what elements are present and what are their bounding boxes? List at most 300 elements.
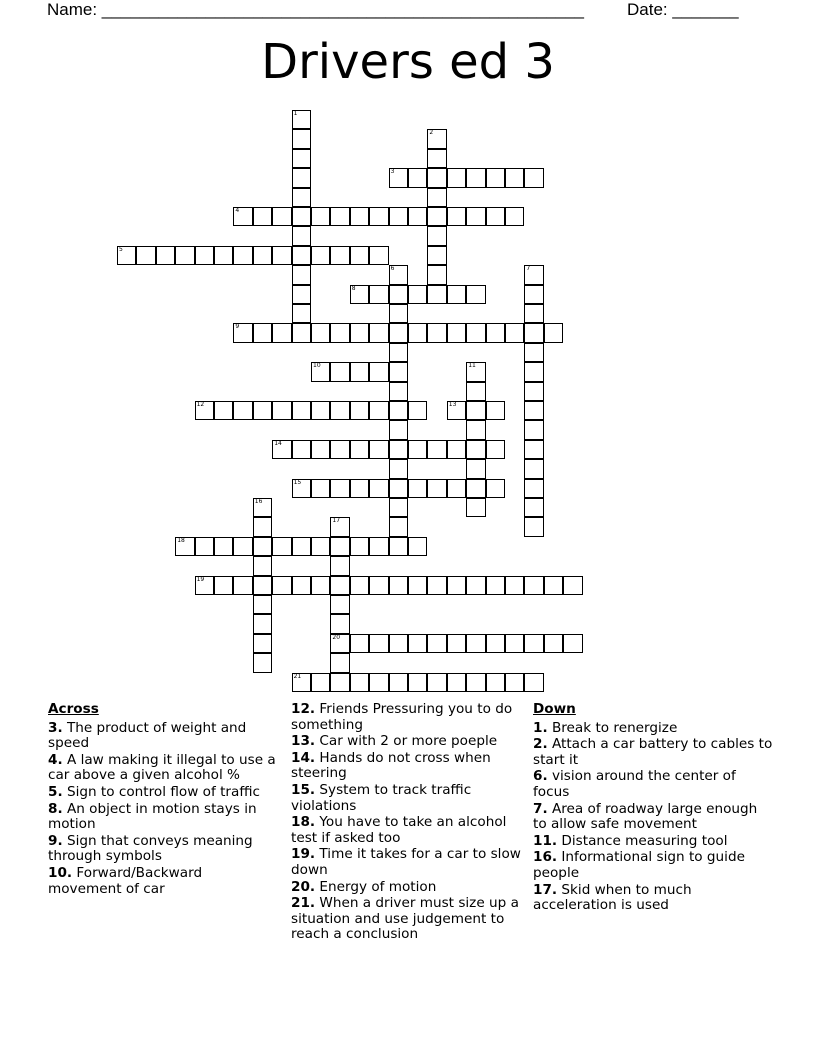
across-clue-13 xyxy=(291,734,521,750)
clue-number-label: 14. xyxy=(291,749,316,766)
grid-cell[interactable] xyxy=(389,537,408,556)
grid-cell[interactable] xyxy=(389,634,408,653)
down-clue-11 xyxy=(533,834,773,850)
grid-cell[interactable] xyxy=(524,576,543,595)
grid-cell[interactable] xyxy=(369,362,388,381)
across-clue-20 xyxy=(291,880,521,896)
across-clue-9 xyxy=(48,834,278,865)
clue-number: 5 xyxy=(119,245,123,253)
grid-cell[interactable] xyxy=(350,440,369,459)
clue-number: 12 xyxy=(196,401,205,408)
grid-cell[interactable] xyxy=(311,323,330,342)
grid-cell[interactable] xyxy=(330,207,349,226)
down-clue-1 xyxy=(533,721,773,737)
grid-cell[interactable] xyxy=(505,207,524,226)
grid-cell[interactable] xyxy=(330,517,349,536)
grid-cell[interactable] xyxy=(524,479,543,498)
clue-number: 19 xyxy=(196,575,205,583)
clue-number: 14 xyxy=(274,439,282,447)
down-heading: Down xyxy=(533,701,576,717)
grid-cell[interactable] xyxy=(389,459,408,478)
grid-cell[interactable] xyxy=(369,479,388,498)
clue-number-label: 1. xyxy=(533,719,548,736)
clue-number-label: 20. xyxy=(291,878,316,895)
grid-cell[interactable] xyxy=(214,246,233,265)
grid-cell[interactable] xyxy=(350,246,369,265)
clue-number: 1 xyxy=(293,110,298,117)
grid-cell[interactable] xyxy=(466,401,485,420)
grid-cell[interactable] xyxy=(214,537,233,556)
clue-text: Area of roadway large enough to allow safe movement xyxy=(533,800,758,833)
grid-cell[interactable] xyxy=(156,246,175,265)
clue-text: Distance measuring tool xyxy=(557,832,728,849)
grid-cell[interactable] xyxy=(524,285,543,304)
grid-cell[interactable] xyxy=(330,440,349,459)
clue-number-label: 4. xyxy=(48,751,63,768)
clue-text: When a driver must size up a situation and use judgement to reach a conclusion xyxy=(291,895,519,943)
clue-number-label: 9. xyxy=(48,832,63,849)
grid-cell[interactable] xyxy=(369,440,388,459)
grid-cell[interactable] xyxy=(311,576,330,595)
grid-cell[interactable] xyxy=(524,304,543,323)
clue-number: 15 xyxy=(293,478,302,486)
grid-cell[interactable] xyxy=(447,576,466,595)
grid-cell[interactable] xyxy=(195,401,214,420)
grid-cell[interactable] xyxy=(524,401,543,420)
grid-cell[interactable] xyxy=(466,362,485,381)
grid-cell[interactable] xyxy=(350,634,369,653)
grid-cell[interactable] xyxy=(427,323,446,342)
clue-number: 8 xyxy=(351,284,356,292)
grid-cell[interactable] xyxy=(253,653,272,672)
grid-cell[interactable] xyxy=(350,479,369,498)
grid-cell[interactable] xyxy=(447,479,466,498)
grid-cell[interactable] xyxy=(253,498,272,517)
grid-cell[interactable] xyxy=(330,537,349,556)
grid-cell[interactable] xyxy=(350,362,369,381)
clue-number-label: 19. xyxy=(291,846,316,863)
grid-cell[interactable] xyxy=(311,673,330,692)
grid-cell[interactable] xyxy=(253,556,272,575)
grid-cell[interactable] xyxy=(175,537,194,556)
grid-cell[interactable] xyxy=(311,246,330,265)
grid-cell[interactable] xyxy=(311,537,330,556)
grid-cell[interactable] xyxy=(253,614,272,633)
clue-number: 13 xyxy=(448,401,457,408)
grid-cell[interactable] xyxy=(369,246,388,265)
grid-cell[interactable] xyxy=(117,246,136,265)
grid-cell[interactable] xyxy=(292,285,311,304)
grid-cell[interactable] xyxy=(195,537,214,556)
grid-cell[interactable] xyxy=(427,673,446,692)
grid-cell[interactable] xyxy=(524,420,543,439)
clue-number-label: 5. xyxy=(48,783,63,800)
grid-cell[interactable] xyxy=(427,576,446,595)
down-clue-17 xyxy=(533,883,773,914)
grid-cell[interactable] xyxy=(447,634,466,653)
clue-text: Car with 2 or more poeple xyxy=(315,733,498,750)
grid-cell[interactable] xyxy=(330,479,349,498)
grid-cell[interactable] xyxy=(544,576,563,595)
grid-cell[interactable] xyxy=(486,673,505,692)
clue-number: 2 xyxy=(429,129,434,137)
clue-number: 11 xyxy=(468,362,476,370)
grid-cell[interactable] xyxy=(544,323,563,342)
clue-number-label: 15. xyxy=(291,781,316,798)
grid-cell[interactable] xyxy=(447,323,466,342)
grid-cell[interactable] xyxy=(350,207,369,226)
down-clue-7 xyxy=(533,802,773,833)
across-clue-15 xyxy=(291,783,521,814)
grid-cell[interactable] xyxy=(544,634,563,653)
grid-cell[interactable] xyxy=(214,576,233,595)
grid-cell[interactable] xyxy=(524,265,543,284)
date-field[interactable]: Date: _______ xyxy=(627,0,739,19)
grid-cell[interactable] xyxy=(253,595,272,614)
grid-cell[interactable] xyxy=(389,673,408,692)
grid-cell[interactable] xyxy=(330,401,349,420)
grid-cell[interactable] xyxy=(253,576,272,595)
clue-number: 4 xyxy=(235,207,240,214)
grid-cell[interactable] xyxy=(466,207,485,226)
grid-cell[interactable] xyxy=(272,440,291,459)
name-field[interactable]: Name: ___________________________________________________ xyxy=(47,0,584,19)
across-clue-4 xyxy=(48,753,278,784)
grid-cell[interactable] xyxy=(389,401,408,420)
across-clue-5 xyxy=(48,785,278,801)
across-clue-3 xyxy=(48,721,278,752)
grid-cell[interactable] xyxy=(505,576,524,595)
grid-cell[interactable] xyxy=(408,537,427,556)
grid-cell[interactable] xyxy=(389,517,408,536)
grid-cell[interactable] xyxy=(175,246,194,265)
clue-number: 21 xyxy=(293,672,302,680)
grid-cell[interactable] xyxy=(195,246,214,265)
clue-text: Informational sign to guide people xyxy=(533,849,745,881)
grid-cell[interactable] xyxy=(292,440,311,459)
grid-cell[interactable] xyxy=(292,188,311,207)
grid-cell[interactable] xyxy=(136,246,155,265)
clue-number-label: 16. xyxy=(533,849,558,866)
grid-cell[interactable] xyxy=(524,517,543,536)
grid-cell[interactable] xyxy=(408,285,427,304)
across-clue-19 xyxy=(291,847,521,878)
grid-cell[interactable] xyxy=(330,323,349,342)
grid-cell[interactable] xyxy=(466,382,485,401)
grid-cell[interactable] xyxy=(389,304,408,323)
clue-number: 16 xyxy=(254,498,263,505)
grid-cell[interactable] xyxy=(408,673,427,692)
clue-number: 10 xyxy=(313,362,321,370)
grid-cell[interactable] xyxy=(330,362,349,381)
grid-cell[interactable] xyxy=(253,634,272,653)
grid-cell[interactable] xyxy=(350,537,369,556)
grid-cell[interactable] xyxy=(214,401,233,420)
clue-text: Time it takes for a car to slow down xyxy=(291,846,521,878)
grid-cell[interactable] xyxy=(427,246,446,265)
grid-cell[interactable] xyxy=(466,634,485,653)
clue-number: 20 xyxy=(332,633,341,641)
grid-cell[interactable] xyxy=(486,440,505,459)
grid-cell[interactable] xyxy=(369,323,388,342)
grid-cell[interactable] xyxy=(272,576,291,595)
grid-cell[interactable] xyxy=(486,401,505,420)
grid-cell[interactable] xyxy=(389,498,408,517)
grid-cell[interactable] xyxy=(524,168,543,187)
grid-cell[interactable] xyxy=(427,207,446,226)
down-clue-2 xyxy=(533,737,773,768)
grid-cell[interactable] xyxy=(389,265,408,284)
grid-cell[interactable] xyxy=(369,401,388,420)
down-clues xyxy=(533,702,773,915)
grid-cell[interactable] xyxy=(466,285,485,304)
grid-cell[interactable] xyxy=(311,207,330,226)
grid-cell[interactable] xyxy=(389,285,408,304)
clue-text: The product of weight and speed xyxy=(48,719,247,752)
grid-cell[interactable] xyxy=(292,304,311,323)
grid-cell[interactable] xyxy=(486,323,505,342)
clue-number-label: 18. xyxy=(291,814,316,831)
grid-cell[interactable] xyxy=(253,517,272,536)
down-clue-16 xyxy=(533,850,773,881)
grid-cell[interactable] xyxy=(427,265,446,284)
clue-text: Hands do not cross when steering xyxy=(291,749,491,782)
grid-cell[interactable] xyxy=(350,401,369,420)
clue-number: 17 xyxy=(332,517,341,525)
grid-cell[interactable] xyxy=(486,207,505,226)
grid-cell[interactable] xyxy=(369,207,388,226)
clue-text: Skid when to much acceleration is used xyxy=(533,881,692,914)
grid-cell[interactable] xyxy=(330,653,349,672)
grid-cell[interactable] xyxy=(524,323,543,342)
grid-cell[interactable] xyxy=(524,673,543,692)
grid-cell[interactable] xyxy=(292,168,311,187)
grid-cell[interactable] xyxy=(292,149,311,168)
grid-cell[interactable] xyxy=(466,420,485,439)
clue-number-label: 17. xyxy=(533,881,558,898)
grid-cell[interactable] xyxy=(233,537,252,556)
grid-cell[interactable] xyxy=(408,576,427,595)
grid-cell[interactable] xyxy=(427,440,446,459)
grid-cell[interactable] xyxy=(311,479,330,498)
grid-cell[interactable] xyxy=(505,673,524,692)
grid-cell[interactable] xyxy=(466,459,485,478)
grid-cell[interactable] xyxy=(350,285,369,304)
grid-cell[interactable] xyxy=(466,323,485,342)
grid-cell[interactable] xyxy=(524,498,543,517)
grid-cell[interactable] xyxy=(466,498,485,517)
grid-cell[interactable] xyxy=(408,207,427,226)
grid-cell[interactable] xyxy=(427,129,446,148)
grid-cell[interactable] xyxy=(369,673,388,692)
clue-text: Energy of motion xyxy=(315,878,437,895)
grid-cell[interactable] xyxy=(427,226,446,245)
grid-cell[interactable] xyxy=(389,479,408,498)
clue-text: An object in motion stays in motion xyxy=(48,800,257,833)
grid-cell[interactable] xyxy=(466,440,485,459)
grid-cell[interactable] xyxy=(292,246,311,265)
grid-cell[interactable] xyxy=(253,537,272,556)
grid-cell[interactable] xyxy=(447,401,466,420)
clue-text: You have to take an alcohol test if asked too xyxy=(291,814,507,846)
across-clue-10 xyxy=(48,866,278,897)
grid-cell[interactable] xyxy=(292,226,311,245)
grid-cell[interactable] xyxy=(408,168,427,187)
grid-cell[interactable] xyxy=(292,323,311,342)
grid-cell[interactable] xyxy=(272,401,291,420)
grid-cell[interactable] xyxy=(330,673,349,692)
grid-cell[interactable] xyxy=(486,576,505,595)
clue-text: vision around the center of focus xyxy=(533,768,736,800)
grid-cell[interactable] xyxy=(427,479,446,498)
across-clues-col2 xyxy=(291,702,521,944)
clue-text: Forward/Backward movement of car xyxy=(48,864,203,897)
grid-cell[interactable] xyxy=(195,576,214,595)
grid-cell[interactable] xyxy=(389,440,408,459)
grid-cell[interactable] xyxy=(369,537,388,556)
grid-cell[interactable] xyxy=(389,576,408,595)
across-clue-8 xyxy=(48,802,278,833)
clue-text: Attach a car battery to cables to start it xyxy=(533,736,773,768)
grid-cell[interactable] xyxy=(311,362,330,381)
grid-cell[interactable] xyxy=(524,634,543,653)
clue-number-label: 21. xyxy=(291,895,316,912)
grid-cell[interactable] xyxy=(350,323,369,342)
grid-cell[interactable] xyxy=(292,576,311,595)
clue-text: Sign that conveys meaning through symbols xyxy=(48,832,253,865)
across-heading: Across xyxy=(48,701,99,717)
clue-number-label: 2. xyxy=(533,736,548,753)
clue-number: 9 xyxy=(235,323,240,331)
across-clue-18 xyxy=(291,815,521,846)
grid-cell[interactable] xyxy=(408,634,427,653)
grid-cell[interactable] xyxy=(524,382,543,401)
grid-cell[interactable] xyxy=(389,420,408,439)
grid-cell[interactable] xyxy=(233,401,252,420)
grid-cell[interactable] xyxy=(427,285,446,304)
grid-cell[interactable] xyxy=(447,285,466,304)
clue-number: 18 xyxy=(177,536,185,544)
grid-cell[interactable] xyxy=(524,440,543,459)
grid-cell[interactable] xyxy=(253,401,272,420)
grid-cell[interactable] xyxy=(389,362,408,381)
grid-cell[interactable] xyxy=(233,207,252,226)
grid-cell[interactable] xyxy=(505,634,524,653)
grid-cell[interactable] xyxy=(292,673,311,692)
grid-cell[interactable] xyxy=(466,479,485,498)
grid-cell[interactable] xyxy=(330,246,349,265)
grid-cell[interactable] xyxy=(447,440,466,459)
grid-cell[interactable] xyxy=(505,323,524,342)
grid-cell[interactable] xyxy=(330,595,349,614)
clue-text: A law making it illegal to use a car above a given alcohol % xyxy=(48,751,276,784)
clue-number: 3 xyxy=(390,168,395,176)
clue-text: Friends Pressuring you to do something xyxy=(291,701,513,733)
clue-number-label: 13. xyxy=(291,733,316,750)
grid-cell[interactable] xyxy=(233,323,252,342)
clue-number-label: 3. xyxy=(48,719,63,736)
grid-cell[interactable] xyxy=(486,479,505,498)
grid-cell[interactable] xyxy=(369,634,388,653)
grid-cell[interactable] xyxy=(369,285,388,304)
grid-cell[interactable] xyxy=(272,246,291,265)
clue-number-label: 8. xyxy=(48,800,63,817)
grid-cell[interactable] xyxy=(524,459,543,478)
grid-cell[interactable] xyxy=(427,188,446,207)
grid-cell[interactable] xyxy=(272,207,291,226)
clue-number: 6 xyxy=(390,265,395,273)
grid-cell[interactable] xyxy=(408,479,427,498)
across-clue-14 xyxy=(291,751,521,782)
grid-cell[interactable] xyxy=(486,168,505,187)
grid-cell[interactable] xyxy=(408,401,427,420)
grid-cell[interactable] xyxy=(350,576,369,595)
grid-cell[interactable] xyxy=(292,207,311,226)
grid-cell[interactable] xyxy=(427,634,446,653)
grid-cell[interactable] xyxy=(292,479,311,498)
grid-cell[interactable] xyxy=(369,576,388,595)
grid-cell[interactable] xyxy=(408,440,427,459)
grid-cell[interactable] xyxy=(505,168,524,187)
grid-cell[interactable] xyxy=(466,673,485,692)
grid-cell[interactable] xyxy=(466,576,485,595)
grid-cell[interactable] xyxy=(233,246,252,265)
down-clue-6 xyxy=(533,769,773,800)
grid-cell[interactable] xyxy=(447,207,466,226)
grid-cell[interactable] xyxy=(389,343,408,362)
grid-cell[interactable] xyxy=(253,207,272,226)
grid-cell[interactable] xyxy=(292,401,311,420)
grid-cell[interactable] xyxy=(233,576,252,595)
grid-cell[interactable] xyxy=(427,149,446,168)
grid-cell[interactable] xyxy=(311,440,330,459)
grid-cell[interactable] xyxy=(330,576,349,595)
grid-cell[interactable] xyxy=(272,537,291,556)
grid-cell[interactable] xyxy=(350,673,369,692)
grid-cell[interactable] xyxy=(389,207,408,226)
grid-cell[interactable] xyxy=(253,323,272,342)
grid-cell[interactable] xyxy=(524,343,543,362)
grid-cell[interactable] xyxy=(563,634,582,653)
grid-cell[interactable] xyxy=(272,323,291,342)
grid-cell[interactable] xyxy=(563,576,582,595)
grid-cell[interactable] xyxy=(466,168,485,187)
grid-cell[interactable] xyxy=(292,265,311,284)
grid-cell[interactable] xyxy=(524,362,543,381)
grid-cell[interactable] xyxy=(330,556,349,575)
grid-cell[interactable] xyxy=(311,401,330,420)
clue-number-label: 10. xyxy=(48,864,73,881)
grid-cell[interactable] xyxy=(408,323,427,342)
grid-cell[interactable] xyxy=(330,614,349,633)
grid-cell[interactable] xyxy=(427,168,446,187)
clue-number-label: 12. xyxy=(291,701,316,717)
grid-cell[interactable] xyxy=(486,634,505,653)
grid-cell[interactable] xyxy=(330,634,349,653)
grid-cell[interactable] xyxy=(292,129,311,148)
grid-cell[interactable] xyxy=(389,323,408,342)
grid-cell[interactable] xyxy=(389,382,408,401)
grid-cell[interactable] xyxy=(389,168,408,187)
grid-cell[interactable] xyxy=(447,673,466,692)
clue-number-label: 6. xyxy=(533,768,548,785)
grid-cell[interactable] xyxy=(447,168,466,187)
grid-cell[interactable] xyxy=(292,110,311,129)
grid-cell[interactable] xyxy=(292,537,311,556)
clue-text: System to track traffic violations xyxy=(291,781,472,814)
clue-text: Break to renergize xyxy=(547,719,678,736)
grid-cell[interactable] xyxy=(253,246,272,265)
